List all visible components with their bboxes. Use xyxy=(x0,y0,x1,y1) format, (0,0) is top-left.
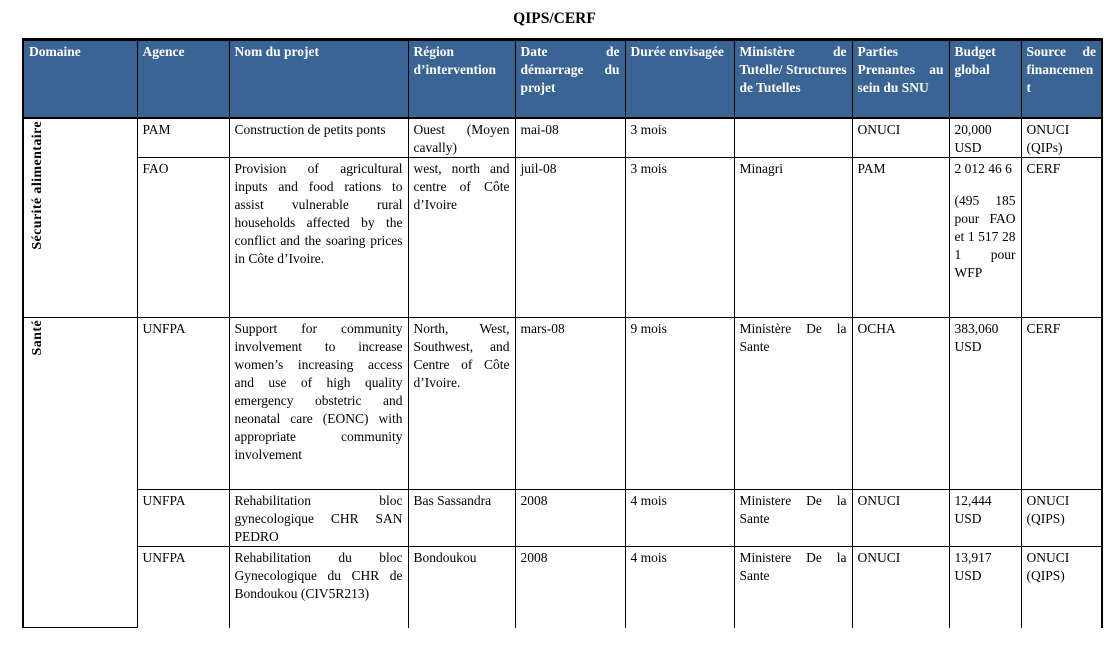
cell-duree: 4 mois xyxy=(625,547,734,628)
cell-parties: ONUCI xyxy=(852,490,949,547)
cell-budget xyxy=(949,547,1021,628)
cell-ministere xyxy=(734,118,852,158)
page-title: QIPS/CERF xyxy=(513,10,596,27)
table-row-unfpa-san-pedro xyxy=(23,490,1102,547)
header-row xyxy=(23,40,1102,118)
cell-duree: 3 mois xyxy=(625,118,734,158)
cell-ministere: Ministere De la Sante xyxy=(734,490,852,547)
cell-agence: PAM xyxy=(137,118,229,158)
cell-duree: 4 mois xyxy=(625,490,734,547)
cell-agence: UNFPA xyxy=(137,318,229,490)
cell-date: juil-08 xyxy=(515,158,625,318)
projects-table xyxy=(22,38,1103,628)
cell-region: Bondoukou xyxy=(408,547,515,628)
cell-parties: ONUCI xyxy=(852,547,949,628)
table-row-fao-agricultural-inputs xyxy=(23,158,1102,318)
cell-date: mai-08 xyxy=(515,118,625,158)
cell-ministere: Minagri xyxy=(734,158,852,318)
cell-date: mars-08 xyxy=(515,318,625,490)
column-header-parties-prenantes: Parties Prenantes au sein du SNU xyxy=(852,40,949,118)
cell-region: Ouest (Moyen cavally) xyxy=(408,118,515,158)
cell-agence: UNFPA xyxy=(137,547,229,628)
table-row-pam-ponts xyxy=(23,118,1102,158)
column-header-region: Région d’intervention xyxy=(408,40,515,118)
cell-nom-du-projet: Provision of agricultural inputs and food rations to assist vulnerable rural households affected by the conflict and the soaring prices in Côte d’Ivoire. xyxy=(229,158,408,318)
cell-budget xyxy=(949,490,1021,547)
cell-nom-du-projet: Support for community involvement to increase women’s increasing access and use of high quality emergency obstetric and neonatal care (EONC) with appropriate community involvement xyxy=(229,318,408,490)
domain-label-sante: Santé xyxy=(30,320,45,356)
cell-ministere: Ministère De la Sante xyxy=(734,318,852,490)
cell-duree: 9 mois xyxy=(625,318,734,490)
cell-nom-du-projet: Rehabilitation du bloc Gynecologique du CHR de Bondoukou (CIV5R213) xyxy=(229,547,408,628)
cell-region: Bas Sassandra xyxy=(408,490,515,547)
cell-date: 2008 xyxy=(515,490,625,547)
column-header-source-financement: Source de financement xyxy=(1021,40,1102,118)
column-header-domaine: Domaine xyxy=(23,40,137,118)
cell-budget xyxy=(949,318,1021,490)
domain-cell-securite-alimentaire xyxy=(23,118,137,318)
cell-budget xyxy=(949,118,1021,158)
domain-label-securite-alimentaire: Sécurité alimentaire xyxy=(30,120,45,250)
cell-source: ONUCI (QIPS) xyxy=(1021,490,1102,547)
column-header-agence: Agence xyxy=(137,40,229,118)
budget-amount: 20,000 USD xyxy=(954,121,992,155)
cell-region: North, West, Southwest, and Centre of Côte d’Ivoire. xyxy=(408,318,515,490)
cell-agence: UNFPA xyxy=(137,490,229,547)
column-header-budget: Budget global xyxy=(949,40,1021,118)
cell-budget xyxy=(949,158,1021,318)
budget-amount: 13,917 USD xyxy=(954,550,992,583)
column-header-ministere-tutelle: Ministère de Tutelle/ Structures de Tutelles xyxy=(734,40,852,118)
cell-region: west, north and centre of Côte d’Ivoire xyxy=(408,158,515,318)
cell-nom-du-projet: Construction de petits ponts xyxy=(229,118,408,158)
budget-amount: 383,060 USD xyxy=(954,321,999,354)
cell-source: ONUCI (QIPS) xyxy=(1021,547,1102,628)
cell-date: 2008 xyxy=(515,547,625,628)
cell-nom-du-projet: Rehabilitation bloc gynecologique CHR SAN PEDRO xyxy=(229,490,408,547)
budget-amount: 12,444 USD xyxy=(954,493,992,526)
cell-source: CERF xyxy=(1021,158,1102,318)
column-header-duree: Durée envisagée xyxy=(625,40,734,118)
cell-parties: ONUCI xyxy=(852,118,949,158)
column-header-nom-du-projet: Nom du projet xyxy=(229,40,408,118)
cell-source: CERF xyxy=(1021,318,1102,490)
cell-parties: PAM xyxy=(852,158,949,318)
cell-duree: 3 mois xyxy=(625,158,734,318)
table-row-unfpa-bondoukou xyxy=(23,547,1102,628)
cell-agence: FAO xyxy=(137,158,229,318)
budget-amount: 2 012 46 6 xyxy=(954,161,1012,176)
cell-source: ONUCI (QIPs) xyxy=(1021,118,1102,158)
budget-breakdown: (495 185 pour FAO et 1 517 28 1 pour WFP xyxy=(954,193,1016,280)
domain-cell-sante xyxy=(23,318,137,628)
cell-ministere: Ministere De la Sante xyxy=(734,547,852,628)
table-row-unfpa-eonc xyxy=(23,318,1102,490)
cell-parties: OCHA xyxy=(852,318,949,490)
column-header-date-demarrage: Date de démarrage du projet xyxy=(515,40,625,118)
